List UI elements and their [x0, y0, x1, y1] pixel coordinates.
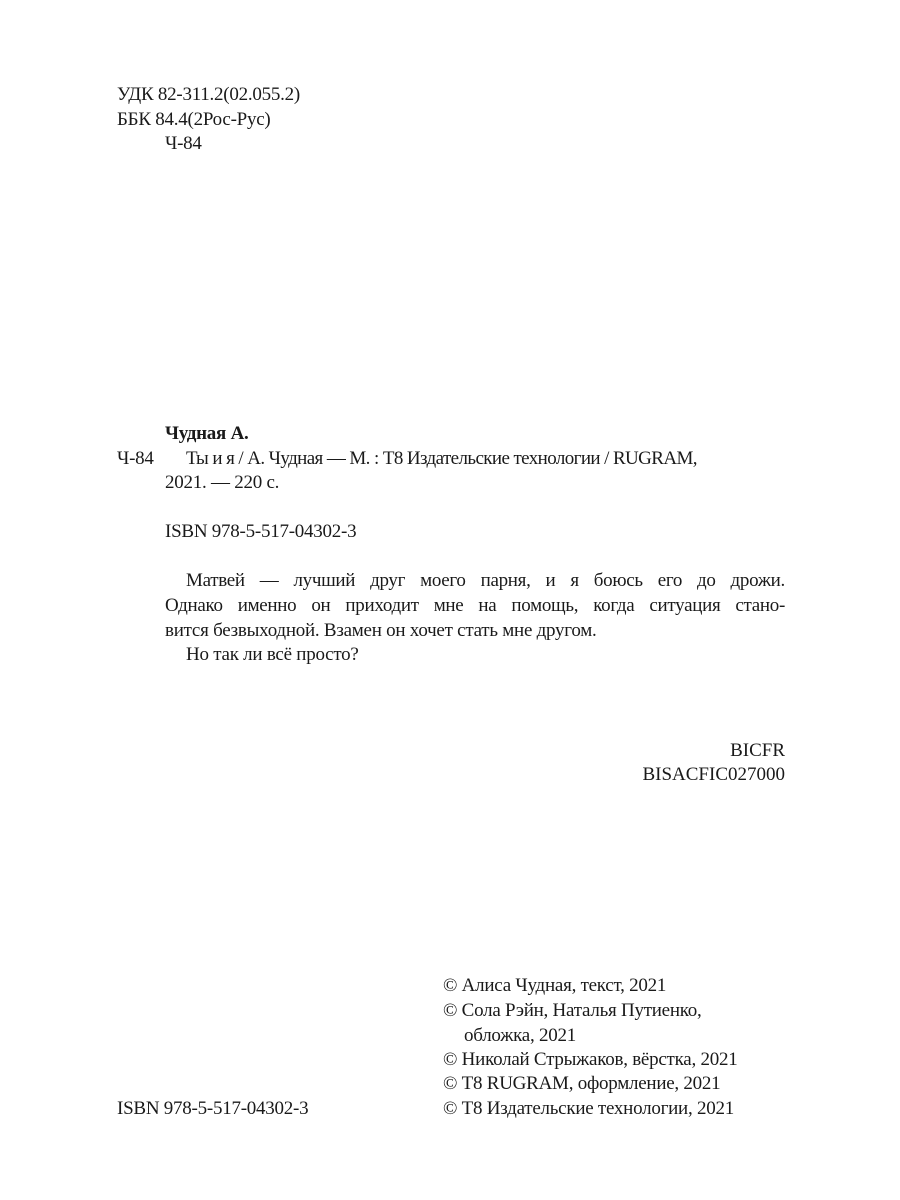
- copyright-line: © Т8 Издательские технологии, 2021: [443, 1098, 734, 1119]
- udk-code: УДК 82-311.2(02.055.2): [117, 84, 300, 105]
- record-author: Чудная А.: [165, 423, 249, 444]
- bbk-code: ББК 84.4(2Рос-Рус): [117, 109, 271, 130]
- record-author-mark: Ч-84: [117, 448, 154, 469]
- record-title-line1: Ты и я / А. Чудная — М. : Т8 Издательские технологии / RUGRAM,: [186, 448, 697, 469]
- annotation-line: Матвей — лучший друг моего парня, и я боюсь его до дрожи.: [186, 570, 785, 591]
- annotation-line: Но так ли всё просто?: [186, 644, 359, 665]
- footer-isbn: ISBN 978-5-517-04302-3: [117, 1098, 309, 1119]
- author-mark-top: Ч-84: [165, 133, 202, 154]
- bisac-code: BISACFIC027000: [642, 764, 785, 785]
- copyright-line: © Николай Стрыжаков, вёрстка, 2021: [443, 1049, 738, 1070]
- copyright-line: обложка, 2021: [464, 1025, 576, 1046]
- record-title-line2: 2021. — 220 с.: [165, 472, 280, 493]
- annotation-line: Однако именно он приходит мне на помощь, когда ситуация стано-: [165, 595, 785, 616]
- bic-code: BICFR: [730, 740, 785, 761]
- copyright-line: © Алиса Чудная, текст, 2021: [443, 975, 667, 996]
- copyright-line: © Сола Рэйн, Наталья Путиенко,: [443, 1000, 702, 1021]
- copyright-line: © Т8 RUGRAM, оформление, 2021: [443, 1073, 721, 1094]
- record-isbn: ISBN 978-5-517-04302-3: [165, 521, 357, 542]
- annotation-line: вится безвыходной. Взамен он хочет стать мне другом.: [165, 620, 597, 641]
